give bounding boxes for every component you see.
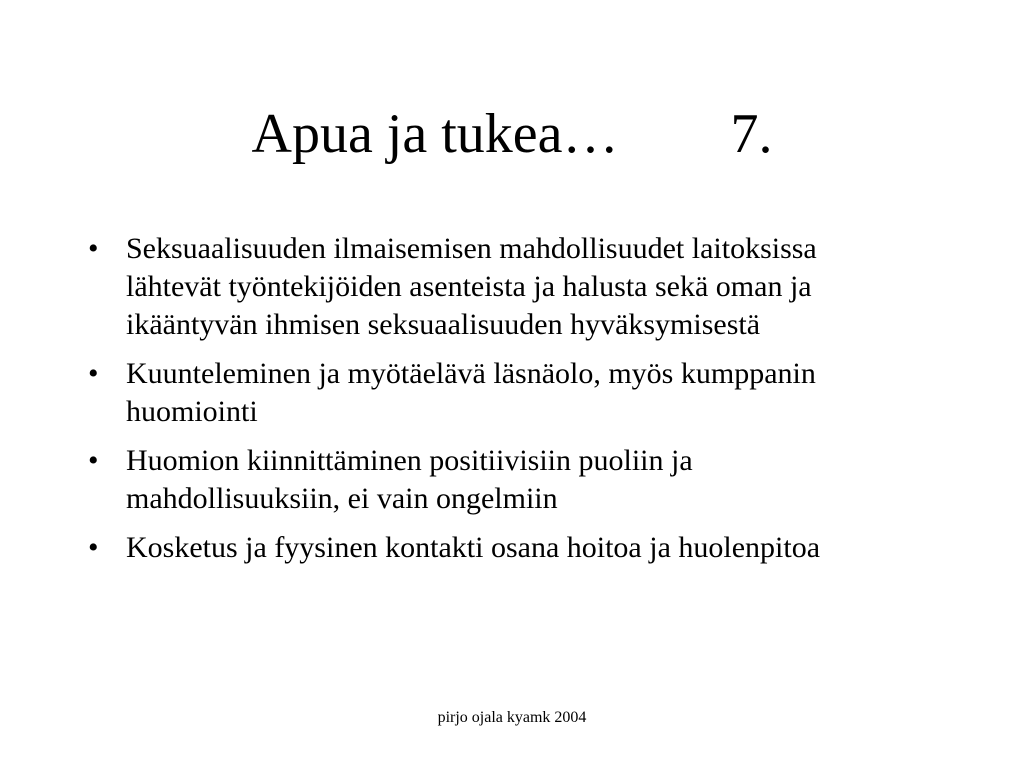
bullet-text: Kuunteleminen ja myötäelävä läsnäolo, myös kumppanin huomiointi xyxy=(126,357,816,428)
bullet-list xyxy=(88,230,908,578)
bullet-item xyxy=(88,442,908,518)
slide-title xyxy=(0,98,1024,170)
bullet-text: Kosketus ja fyysinen kontakti osana hoitoa ja huolenpitoa xyxy=(126,531,821,564)
bullet-text: Seksuaalisuuden ilmaisemisen mahdollisuudet laitoksissa lähtevät työntekijöiden asenteista ja halusta sekä oman ja ikääntyvän ihmisen seksuaalisuuden hyväksymisestä xyxy=(126,232,817,341)
slide-title-text: Apua ja tukea… xyxy=(251,103,619,165)
bullet-icon: • xyxy=(88,531,99,564)
bullet-icon: • xyxy=(88,232,99,265)
bullet-item xyxy=(88,355,908,431)
bullet-icon: • xyxy=(88,444,99,477)
bullet-text: Huomion kiinnittäminen positiivisiin puoliin ja mahdollisuuksiin, ei vain ongelmiin xyxy=(126,444,693,515)
slide-number: 7. xyxy=(730,103,773,165)
bullet-item xyxy=(88,230,908,344)
bullet-item xyxy=(88,529,908,567)
slide-footer: pirjo ojala kyamk 2004 xyxy=(437,709,587,726)
bullet-icon: • xyxy=(88,357,99,390)
